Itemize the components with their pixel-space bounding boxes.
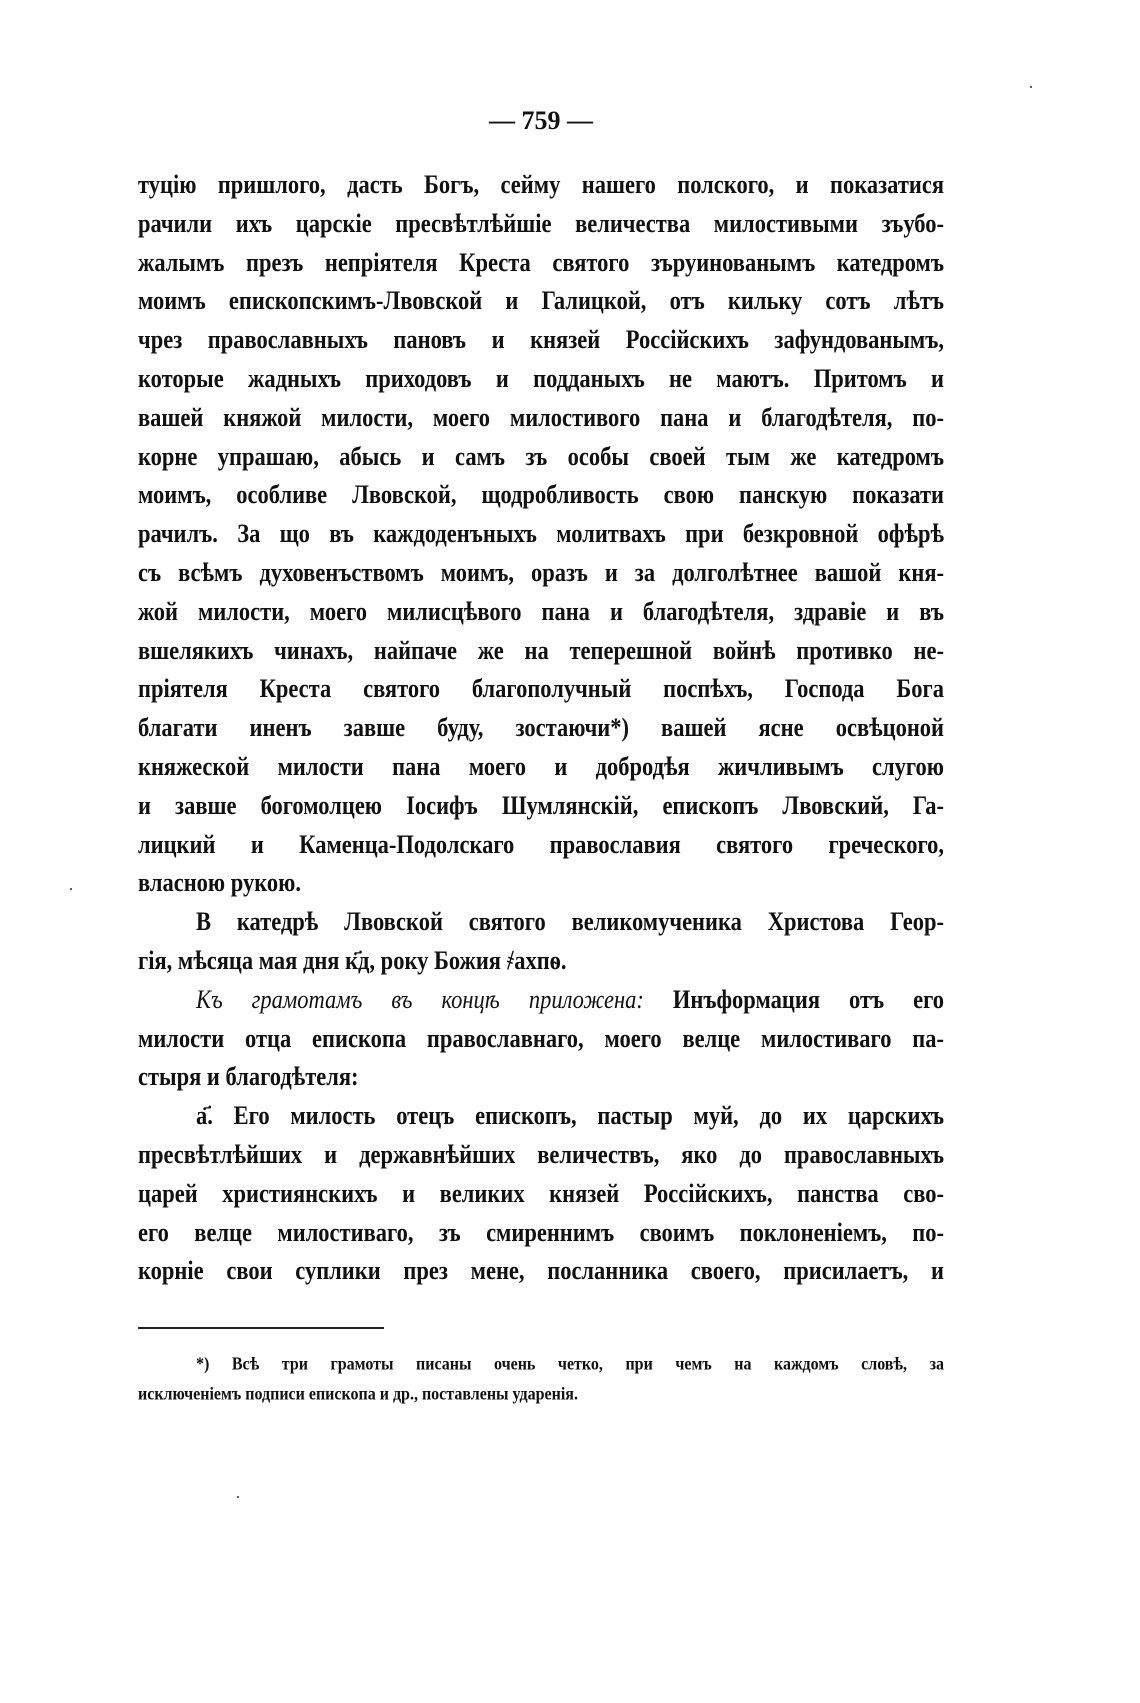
text-line: власною рукою. <box>138 868 301 898</box>
footnote <box>138 1350 944 1410</box>
text-line: которые жадныхъ приходовъ и подданыхъ не маютъ. Притомъ и <box>138 363 944 393</box>
scan-speck <box>70 888 72 890</box>
text-line: моимъ, особливе Лвовской, щодробливость свою панскую показати <box>138 480 944 510</box>
footnote-line: исключеніемъ подписи епископа и др., поставлены ударенія. <box>138 1384 578 1405</box>
text-line: чрез православныхъ пановъ и князей Россійскихъ зафундованымъ, <box>138 325 944 354</box>
text-line: В катедрѣ Лвовской святого великомученика Христова Геор- <box>196 907 944 936</box>
text-line: пресвѣтлѣйших и державнѣйших величествъ, яко до православныхъ <box>138 1139 944 1169</box>
caption-rest: Инъформация отъ его <box>672 984 945 1014</box>
text-line: жалымъ презъ непріятеля Креста святого зъруинованымъ катедромъ <box>138 247 944 277</box>
text-line: съ всѣмъ духовенъствомъ моимъ, оразъ и за долголѣтнее вашой кня- <box>138 557 944 587</box>
text-line: благати иненъ завше буду, зостаючи*) вашей ясне освѣцоной <box>138 713 944 742</box>
text-line: и завше богомолцею Іосифъ Шумлянскій, епископъ Лвовский, Га- <box>138 790 944 820</box>
page-number: — 759 — <box>489 106 593 135</box>
scan-speck <box>237 1496 239 1498</box>
text-line: царей християнскихъ и великих князей Россійскихъ, панства сво- <box>138 1178 944 1208</box>
text-line: стыря и благодѣтеля: <box>138 1062 359 1092</box>
text-line: моимъ епископскимъ-Лвовской и Галицкой, отъ кильку сотъ лѣтъ <box>138 286 944 316</box>
text-line: туцію пришлого, дасть Богъ, сейму нашего полского, и показатися <box>138 169 944 199</box>
text-line: милости отца епископа православнаго, моего велце милостиваго па- <box>138 1023 944 1053</box>
footnote-line: *) Всѣ три грамоты писаны очень четко, при чемъ на каждомъ словѣ, за <box>196 1354 944 1375</box>
text-line: княжеской милости пана моего и добродѣя жичливымъ слугою <box>138 751 944 781</box>
text-line-attachment-intro <box>138 978 944 1023</box>
main-text <box>138 166 944 1291</box>
text-line: рачили ихъ царскіе пресвѣтлѣйшіе величества милостивыми зъубо- <box>138 208 944 238</box>
text-line: гія, мѣсяца мая дня к҃д, року Божия ҂ахпѳ. <box>138 945 567 975</box>
text-line: жой милости, моего милисцѣвого пана и благодѣтеля, здравіе и въ <box>138 596 944 626</box>
text-line: его велце милостиваго, зъ смиреннимъ своимъ поклоненіемъ, по- <box>138 1217 944 1247</box>
text-line: корніе свои суплики през мене, посланника своего, присилаетъ, и <box>138 1256 944 1286</box>
text-line: рачилъ. За що въ каждоденъныхъ молитвахъ при безкровной офѣрѣ <box>138 519 944 548</box>
scan-speck <box>1030 86 1032 88</box>
text-line: лицкий и Каменца-Подолскаго православия святого греческого, <box>138 829 944 859</box>
text-line: пріятеля Креста святого благополучный поспѣхъ, Господа Бога <box>138 674 944 704</box>
text-line: а҃. Его милость отецъ епископъ, пастыр муй, до их царскихъ <box>196 1101 944 1130</box>
text-line: вшелякихъ чинахъ, найпаче же на теперешной войнѣ противко не- <box>138 635 944 665</box>
footnote-divider <box>138 1327 384 1329</box>
text-line: вашей княжой милости, моего милостивого пана и благодѣтеля, по- <box>138 402 944 432</box>
text-line: корне упрашаю, абысь и самъ зъ особы своей тым же катедромъ <box>138 441 944 471</box>
italic-caption: Къ грамотамъ въ концѣ приложена: <box>196 984 644 1014</box>
